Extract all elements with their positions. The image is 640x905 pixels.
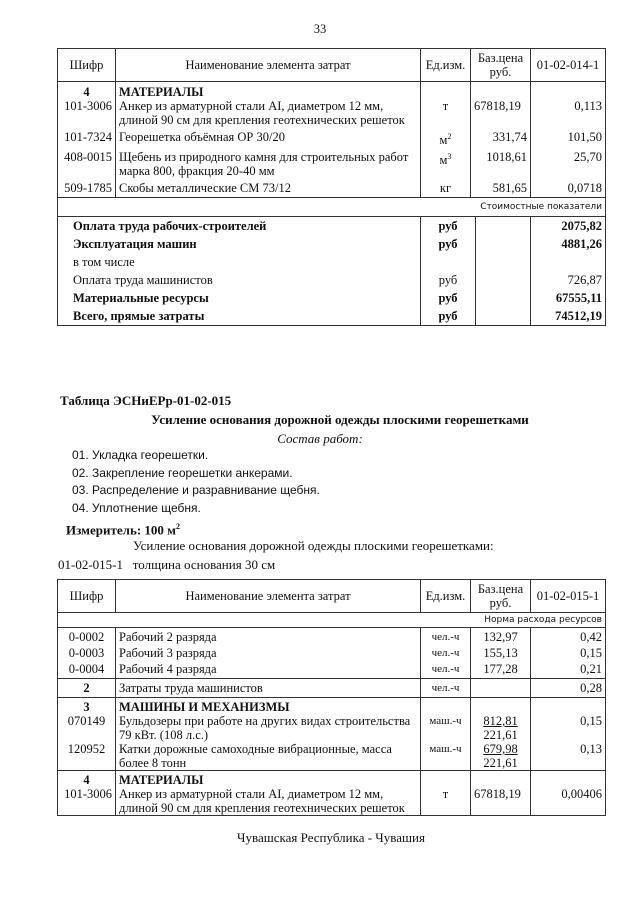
cost-caption: Стоимостные показатели (58, 198, 606, 217)
table-row (58, 771, 606, 788)
cell-name: Рабочий 3 разряда (116, 644, 421, 660)
summary-label: Эксплуатация машин (73, 237, 197, 252)
table-title: Таблица ЭСНиЕРр-01-02-015 (60, 393, 232, 408)
second-table-block (57, 579, 605, 845)
cell-code: 0-0002 (58, 628, 116, 645)
cell-code: 101-7324 (58, 127, 116, 147)
cell-code: 101-3006 (58, 99, 116, 127)
summary-unit: руб (421, 271, 476, 289)
col-norm-code: 01-02-015-1 (531, 580, 606, 613)
work-item: 02. Закрепление георешетки анкерами. (72, 465, 293, 480)
work-item: 03. Распределение и разравнивание щебня. (72, 483, 320, 497)
cell-value: 25,70 (531, 147, 606, 178)
cell-unit: чел.-ч (421, 679, 471, 698)
unit-sup: 2 (447, 132, 452, 141)
table-header (58, 49, 606, 82)
summary-row (58, 253, 606, 271)
table-row (58, 147, 606, 178)
cell-price: 155,13 (471, 644, 531, 660)
cell-name: Скобы металлические СМ 73/12 (116, 178, 421, 198)
cell-unit: маш.-ч (421, 742, 471, 771)
cell-price: 1018,61 (471, 147, 531, 178)
cell-name: Анкер из арматурной стали AI, диаметром 12 мм, длиной 90 см для крепления геотехнических решеток (116, 99, 421, 127)
work-item: 04. Уплотнение щебня. (72, 500, 201, 515)
cell-name: МАТЕРИАЛЫ (116, 82, 421, 100)
table-row (58, 628, 606, 645)
summary-label: в том числе (73, 255, 135, 270)
cell-code: 2 (58, 679, 116, 698)
cell-code: 0-0003 (58, 644, 116, 660)
cell-name: Рабочий 2 разряда (116, 628, 421, 645)
summary-unit: руб (421, 307, 476, 326)
variant-line (58, 557, 275, 572)
col-price: Баз.цена руб. (471, 580, 531, 613)
cell-name: Щебень из природного камня для строительных работ марка 800, фракция 20-40 мм (116, 147, 421, 178)
cost-summary-table (57, 217, 606, 326)
cell-unit: т (421, 99, 471, 127)
summary-unit: руб (421, 289, 476, 307)
cell-price: 67818,19 (471, 787, 531, 816)
table-row (58, 99, 606, 127)
resources-table-01-02-015 (57, 579, 606, 816)
cell-name: МАШИНЫ И МЕХАНИЗМЫ (116, 698, 421, 715)
cell-value: 0,42 (531, 628, 606, 645)
summary-row (58, 307, 606, 326)
price-base: 679,98 (483, 742, 518, 756)
cell-unit: маш.-ч (421, 714, 471, 742)
summary-label: Оплата труда машинистов (73, 273, 213, 288)
cell-value: 0,15 (531, 644, 606, 660)
meter-label (66, 519, 180, 537)
cell-price (471, 714, 531, 742)
table-row (58, 679, 606, 698)
col-name: Наименование элемента затрат (116, 580, 421, 613)
section-title: Усиление основания дорожной одежды плоскими георешетками (151, 412, 529, 427)
price-wage: 221,61 (483, 756, 518, 770)
cell-code: 4 (58, 82, 116, 100)
summary-label: Всего, прямые затраты (73, 309, 205, 324)
unit-text: м (439, 153, 448, 168)
meter-text: Измеритель: 100 м (66, 522, 177, 538)
cell-value: 0,13 (531, 742, 606, 771)
cell-unit: чел.-ч (421, 660, 471, 679)
price-base: 812,81 (483, 714, 518, 728)
table-row (58, 787, 606, 816)
cell-code: 4 (58, 771, 116, 788)
cell-name: Анкер из арматурной стали AI, диаметром 12 мм, длиной 90 см для крепления геотехнических решеток (116, 787, 421, 816)
col-code: Шифр (58, 49, 116, 82)
table-header (58, 580, 606, 613)
col-code: Шифр (58, 580, 116, 613)
cell-code: 0-0004 (58, 660, 116, 679)
price-wage: 221,61 (483, 728, 518, 742)
cell-code: 120952 (58, 742, 116, 771)
cell-code: 3 (58, 698, 116, 715)
summary-value: 67555,11 (531, 289, 606, 307)
table-row (58, 82, 606, 100)
cell-name: МАТЕРИАЛЫ (116, 771, 421, 788)
cell-unit (421, 147, 471, 178)
summary-label: Материальные ресурсы (73, 291, 209, 306)
variant-text: толщина основания 30 см (132, 557, 276, 572)
cell-value: 0,21 (531, 660, 606, 679)
cell-code: 101-3006 (58, 787, 116, 816)
table-row (58, 660, 606, 679)
col-norm-code: 01-02-014-1 (531, 49, 606, 82)
norm-caption: Норма расхода ресурсов (58, 613, 606, 628)
summary-unit: руб (421, 217, 476, 235)
work-item: 01. Укладка георешетки. (72, 448, 209, 462)
cell-price: 177,28 (471, 660, 531, 679)
col-price: Баз.цена руб. (471, 49, 531, 82)
cell-name: Георешетка объёмная ОР 30/20 (116, 127, 421, 147)
cell-value: 0,00406 (531, 787, 606, 816)
col-unit: Ед.изм. (421, 580, 471, 613)
resources-table-01-02-014 (57, 48, 606, 217)
cell-value: 0,0718 (531, 178, 606, 198)
page-number: 33 (313, 22, 327, 36)
cell-code: 070149 (58, 714, 116, 742)
works-caption: Состав работ: (277, 431, 363, 446)
cell-name: Затраты труда машинистов (116, 679, 421, 698)
variant-code: 01-02-015-1 (58, 557, 123, 572)
subtitle: Усиление основания дорожной одежды плоскими георешетками: (133, 538, 494, 553)
page-footer: Чувашская Республика - Чувашия (237, 830, 425, 845)
meter-sup: 2 (176, 522, 181, 531)
cell-name: Рабочий 4 разряда (116, 660, 421, 679)
cell-value: 101,50 (531, 127, 606, 147)
cell-price: 581,65 (471, 178, 531, 198)
cell-unit (421, 127, 471, 147)
table-row (58, 127, 606, 147)
summary-row (58, 235, 606, 253)
summary-value: 4881,26 (531, 235, 606, 253)
cell-name: Катки дорожные самоходные вибрационные, масса более 8 тонн (116, 742, 421, 771)
table-row (58, 644, 606, 660)
summary-unit: руб (421, 235, 476, 253)
cell-price: 132,97 (471, 628, 531, 645)
summary-value: 74512,19 (531, 307, 606, 326)
table-row (58, 698, 606, 715)
cell-unit: чел.-ч (421, 628, 471, 645)
cell-name: Бульдозеры при работе на других видах строительства 79 кВт. (108 л.с.) (116, 714, 421, 742)
cell-unit: чел.-ч (421, 644, 471, 660)
summary-value: 726,87 (531, 271, 606, 289)
cell-code: 408-0015 (58, 147, 116, 178)
cell-unit: кг (421, 178, 471, 198)
summary-row (58, 217, 606, 235)
table-row (58, 742, 606, 771)
works-list (72, 447, 320, 517)
col-name: Наименование элемента затрат (116, 49, 421, 82)
first-table-block (57, 48, 605, 326)
summary-row (58, 289, 606, 307)
summary-label: Оплата труда рабочих-строителей (73, 219, 267, 234)
cell-price (471, 742, 531, 771)
summary-value: 2075,82 (531, 217, 606, 235)
cell-unit: т (421, 787, 471, 816)
unit-sup: 3 (447, 152, 452, 162)
table-row (58, 178, 606, 198)
col-unit: Ед.изм. (421, 49, 471, 82)
unit-text: м (439, 133, 448, 148)
cell-code: 509-1785 (58, 178, 116, 198)
cell-value: 0,28 (531, 679, 606, 698)
summary-row (58, 271, 606, 289)
cell-price: 67818,19 (471, 99, 531, 127)
cell-value: 0,15 (531, 714, 606, 742)
cell-value: 0,113 (531, 99, 606, 127)
table-row (58, 714, 606, 742)
cell-price: 331,74 (471, 127, 531, 147)
